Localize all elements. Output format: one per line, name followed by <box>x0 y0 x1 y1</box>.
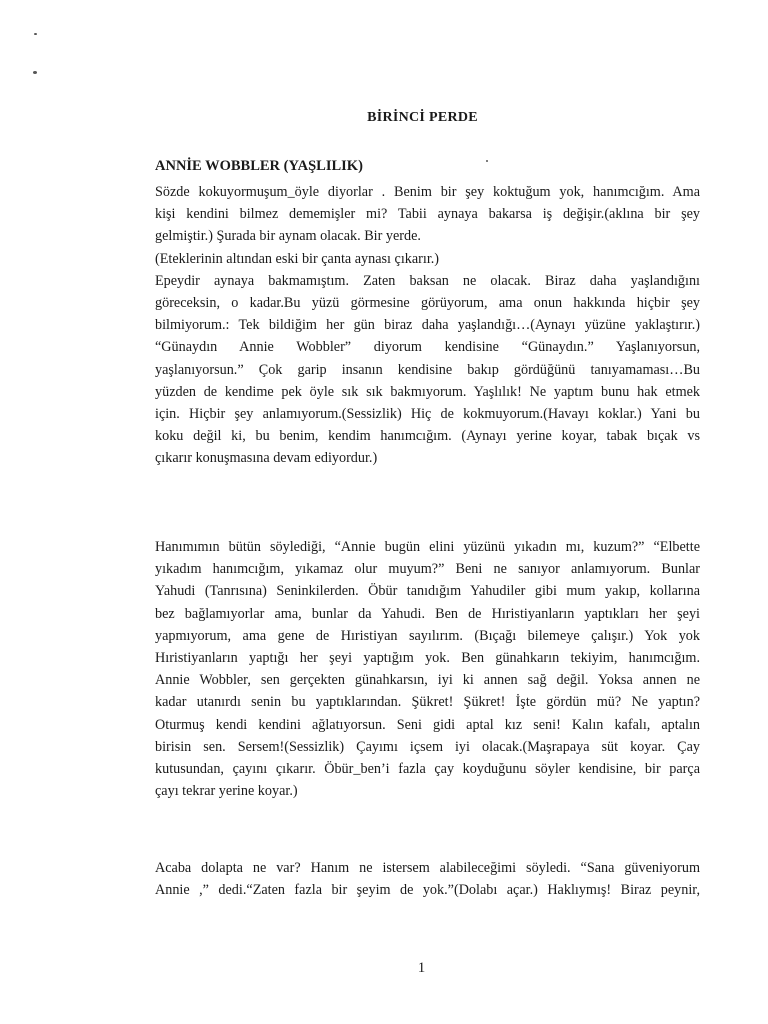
text-line: koku değil ki, bu benim, kendim hanımcığım. (Aynayı yerine koyar, tabak bıçak vs <box>155 428 700 445</box>
text-line: “Günaydın Annie Wobbler” diyorum kendisine “Günaydın.” Yaşlanıyorsun, <box>155 339 700 356</box>
text-line: göreceksin, o kadar.Bu yüzü görmesine görüyorum, ama onun hakkında hiçbir şey <box>155 295 700 312</box>
paragraph-2 <box>155 536 700 802</box>
text-line: kişi kendini bilmez dememişler mi? Tabii aynaya bakarsa iş değişir.(aklına bir şey <box>155 206 700 223</box>
text-line: yapmıyorum, ama gene de Hıristiyan sayılırım. (Bıçağı bilemeye çalışır.) Yok yok <box>155 627 700 644</box>
text-line: gelmiştir.) Şurada bir aynam olacak. Bir yerde. <box>155 228 421 245</box>
text-line: çıkarır konuşmasına devam ediyordur.) <box>155 450 378 467</box>
text-line: Yahudi (Tanrısına) Seninkilerden. Öbür tanıdığım Yahudiler gibi mum yakıp, kollarına <box>155 583 700 600</box>
text-line: birisin sen. Sersem!(Sessizlik) Çayımı içsem iyi olacak.(Maşrapaya süt koyar. Çay <box>155 738 700 755</box>
text-line: kutusundan, çayını çıkarır. Öbür_ben’i fazla çay koyduğunu söyler kendisine, bir parça <box>155 761 700 778</box>
text-line: bez bağlamıyorlar ama, bunlar da Yahudi. Ben de Hıristiyanların yaptıkları her şeyi <box>155 605 700 622</box>
text-line: kadar utanırdı senin bu yaptıklarından. Şükret! Şükret! İşte gördün mü? Ne yaptın? <box>155 694 700 711</box>
page-number: 1 <box>417 960 426 976</box>
text-line: Hanımımın bütün söylediği, “Annie bugün elini yüzünü yıkadın mı, kuzum?” “Elbette <box>155 539 700 555</box>
text-line: Annie Wobbler, sen gerçekten günahkarsın, iyi ki annen sağ değil. Yoksa annen ne <box>155 672 700 689</box>
text-line: Hıristiyanların yaptığı her şeyi yaptığım yok. Ben günahkarın tekiyim, hanımcığım. <box>155 650 700 667</box>
text-line: için. Hiçbir şey anlamıyorum.(Sessizlik) Hiç de kokmuyorum.(Havayı koklar.) Yani bu <box>155 406 700 423</box>
text-line: çayı tekrar yerine koyar.) <box>155 783 298 800</box>
text-line: Epeydir aynaya bakmamıştım. Zaten baksan ne olacak. Biraz daha yaşlandığını <box>155 272 700 289</box>
paragraph-3 <box>155 857 700 901</box>
paragraph-1 <box>155 181 700 470</box>
text-line: Oturmuş kendi kendini ağlatıyorsun. Seni gidi aptal kız seni! Kalın kafalı, aptalın <box>155 716 700 733</box>
text-line: Sözde kokuyormuşum_öyle diyorlar . Benim bir şey koktuğum yok, hanımcığım. Ama <box>155 184 700 200</box>
text-line: bilmiyorum.: Tek bildiğim her gün biraz daha yaşlandığı…(Aynayı yüzüne yaklaştırır.) <box>155 317 700 334</box>
text-line: (Eteklerinin altından eski bir çanta aynası çıkarır.) <box>155 250 440 267</box>
text-line: yıkadım hanımcığım, yıkamaz olur muyum?” Beni ne sanıyor anlamıyorum. Bunlar <box>155 561 700 578</box>
text-line: yüzden de kendime pek öyle sık sık bakmıyorum. Yaşlılık! Ne yaptım bunu hak etmek <box>155 383 700 400</box>
scan-speck <box>34 33 37 35</box>
text-line: yaşlanıyorsun.” Çok garip insanın kendisine bakıp gördüğünü tanıyamaması…Bu <box>155 361 700 378</box>
text-line: Annie ,” dedi.“Zaten fazla bir şeyim de yok.”(Dolabı açar.) Haklıymış! Biraz peynir, <box>155 882 700 899</box>
scan-speck <box>33 71 37 74</box>
speaker-heading: ANNİE WOBBLER (YAŞLILIK) <box>155 158 363 174</box>
text-line: Acaba dolapta ne var? Hanım ne istersem alabileceğimi söyledi. “Sana güveniyorum <box>155 860 700 876</box>
act-heading: BİRİNCİ PERDE <box>367 110 478 125</box>
scan-speck <box>486 160 488 162</box>
